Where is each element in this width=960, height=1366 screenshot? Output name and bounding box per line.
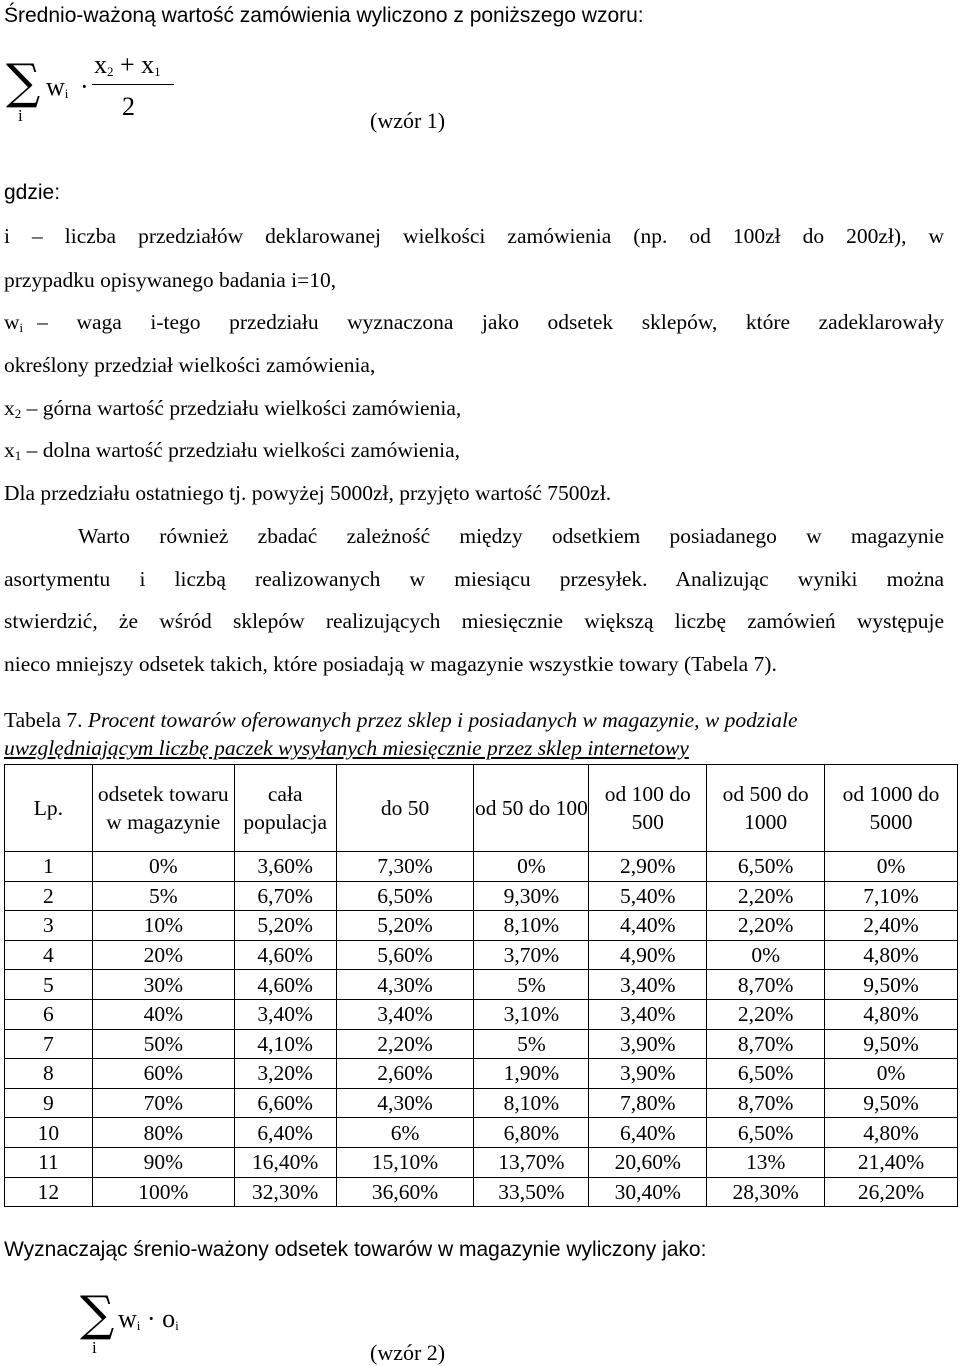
table-cell: 4,80%: [825, 999, 958, 1029]
table-cell: 40%: [92, 999, 234, 1029]
table-row: [5, 852, 958, 882]
table-cell: 26,20%: [825, 1177, 958, 1207]
definition-w-line-2: określony przedział wielkości zamówienia,: [4, 353, 376, 377]
table-cell: 50%: [92, 1029, 234, 1059]
table-row: [5, 1029, 958, 1059]
table-row: [5, 1147, 958, 1177]
table-cell: 4,80%: [825, 1118, 958, 1148]
table-cell: 3,40%: [336, 999, 474, 1029]
table-cell: 10%: [92, 911, 234, 941]
def-x2-sub: 2: [14, 406, 22, 421]
fraction-bar: [92, 84, 174, 85]
table-cell: 3,20%: [234, 1059, 336, 1089]
table-cell: 32,30%: [234, 1177, 336, 1207]
table-cell: 3,90%: [589, 1059, 707, 1089]
table-cell: 3,60%: [234, 852, 336, 882]
sum-symbol: ∑: [6, 54, 41, 110]
header-up-to-50: do 50: [336, 765, 474, 852]
def-x1-symbol: x: [4, 438, 15, 462]
table-cell: 2,90%: [589, 852, 707, 882]
formula-2-label: (wzór 2): [370, 1340, 446, 1365]
outro-text: Wyznaczając śrenio-ważony odsetek towarów w magazynie wyliczony jako:: [4, 1238, 707, 1261]
paragraph-line-3: stwierdzić, że wśród sklepów realizujących miesięcznie większą liczbę zamówień występuje: [4, 609, 944, 633]
table-row: [5, 911, 958, 941]
table-cell: 6,40%: [234, 1118, 336, 1148]
formula-1-label: (wzór 1): [370, 108, 446, 133]
table-cell: 2: [5, 881, 93, 911]
table-cell: 9,50%: [825, 1088, 958, 1118]
paragraph-line-4: nieco mniejszy odsetek takich, które posiadają w magazynie wszystkie towary (Tabela 7).: [4, 652, 777, 676]
table-cell: 3: [5, 911, 93, 941]
table-cell: 0%: [474, 852, 589, 882]
table-cell: 5%: [474, 970, 589, 1000]
table-cell: 4,60%: [234, 940, 336, 970]
definition-i-line-2: przypadku opisywanego badania i=10,: [4, 268, 337, 292]
table-cell: 4,80%: [825, 940, 958, 970]
table-cell: 12: [5, 1177, 93, 1207]
table-cell: 0%: [825, 852, 958, 882]
def-x1-sub: 1: [14, 448, 22, 463]
table-cell: 60%: [92, 1059, 234, 1089]
table-cell: 70%: [92, 1088, 234, 1118]
product-term: [118, 1304, 179, 1334]
table-cell: 28,30%: [707, 1177, 825, 1207]
table-cell: 13%: [707, 1147, 825, 1177]
table-cell: 0%: [92, 852, 234, 882]
numerator: [94, 50, 161, 80]
table-cell: 4,10%: [234, 1029, 336, 1059]
table-row: [5, 940, 958, 970]
table-row: [5, 1088, 958, 1118]
definition-x2: [4, 396, 944, 421]
table-cell: 4,60%: [234, 970, 336, 1000]
def-w-symbol: w: [4, 310, 20, 334]
numerator-x2-sub: 2: [107, 64, 114, 79]
denominator: 2: [122, 92, 135, 121]
table-cell: 20%: [92, 940, 234, 970]
table-cell: 100%: [92, 1177, 234, 1207]
table-cell: 1: [5, 852, 93, 882]
table-cell: 2,20%: [707, 881, 825, 911]
table-row: [5, 1177, 958, 1207]
def-w-text: – waga i-tego przedziału wyznaczona jako odsetek sklepów, które zadeklarowały: [37, 310, 944, 334]
def-w-sub: i: [19, 320, 24, 335]
last-interval-note: Dla przedziału ostatniego tj. powyżej 5000zł, przyjęto wartość 7500zł.: [4, 481, 612, 505]
table-row: [5, 1118, 958, 1148]
table-cell: 6: [5, 999, 93, 1029]
header-whole-population: cała populacja: [234, 765, 336, 852]
table-cell: 8,10%: [474, 1088, 589, 1118]
table-cell: 8: [5, 1059, 93, 1089]
table-cell: 7,80%: [589, 1088, 707, 1118]
table-cell: 2,60%: [336, 1059, 474, 1089]
numerator-x1-sub: 1: [154, 64, 161, 79]
dot-operator: ·: [80, 72, 89, 101]
table-caption-text-1: Procent towarów oferowanych przez sklep i posiadanych w magazynie, w podziale: [87, 708, 798, 732]
def-x2-text: – górna wartość przedziału wielkości zamówienia,: [26, 396, 462, 420]
table-cell: 2,20%: [336, 1029, 474, 1059]
table-cell: 7,10%: [825, 881, 958, 911]
table-cell: 2,20%: [707, 911, 825, 941]
table-cell: 3,40%: [234, 999, 336, 1029]
table-cell: 80%: [92, 1118, 234, 1148]
table-header-row: [5, 765, 958, 852]
table-cell: 7,30%: [336, 852, 474, 882]
weight-sub: i: [64, 86, 69, 101]
table-cell: 6,50%: [707, 1059, 825, 1089]
table-header: [5, 765, 958, 852]
table-cell: 3,90%: [589, 1029, 707, 1059]
table-cell: 13,70%: [474, 1147, 589, 1177]
table-cell: 4: [5, 940, 93, 970]
weight-letter: w: [46, 72, 65, 101]
table-cell: 3,40%: [589, 970, 707, 1000]
table-caption-text-2: uwzględniającym liczbę paczek wysyłanych miesięcznie przez sklep internetowy: [4, 736, 689, 760]
table-cell: 6,80%: [474, 1118, 589, 1148]
table-cell: 5,20%: [336, 911, 474, 941]
table-cell: 3,10%: [474, 999, 589, 1029]
table-cell: 11: [5, 1147, 93, 1177]
def-x1-text: – dolna wartość przedziału wielkości zamówienia,: [26, 438, 461, 462]
table-cell: 6%: [336, 1118, 474, 1148]
table-caption-line-1: [4, 708, 944, 733]
table-cell: 5,20%: [234, 911, 336, 941]
table-cell: 3,70%: [474, 940, 589, 970]
table-cell: 6,40%: [589, 1118, 707, 1148]
weight-letter-2: w: [118, 1304, 137, 1333]
paragraph-line-2: asortymentu i liczbą realizowanych w miesiącu przesyłek. Analizując wyniki można: [4, 567, 944, 591]
table-cell: 6,60%: [234, 1088, 336, 1118]
table-cell: 5%: [92, 881, 234, 911]
table-cell: 5,40%: [589, 881, 707, 911]
table-cell: 4,30%: [336, 1088, 474, 1118]
table-caption-line-2: [4, 736, 944, 761]
table-cell: 8,70%: [707, 970, 825, 1000]
where-label: gdzie:: [4, 181, 61, 204]
sum-symbol-2: ∑: [80, 1286, 115, 1342]
table-cell: 0%: [707, 940, 825, 970]
table-caption-label: Tabela 7.: [4, 708, 83, 732]
table-cell: 5%: [474, 1029, 589, 1059]
table-cell: 4,90%: [589, 940, 707, 970]
table-cell: 2,20%: [707, 999, 825, 1029]
table-cell: 3,40%: [589, 999, 707, 1029]
table-cell: 30%: [92, 970, 234, 1000]
table-cell: 9,50%: [825, 1029, 958, 1059]
header-500-1000: od 500 do 1000: [707, 765, 825, 852]
orders-table: [4, 764, 958, 1207]
table-cell: 30,40%: [589, 1177, 707, 1207]
table-cell: 6,50%: [707, 852, 825, 882]
table-row: [5, 999, 958, 1029]
dot-operator-2: ·: [146, 1304, 156, 1333]
header-lp: Lp.: [5, 765, 93, 852]
table-cell: 9: [5, 1088, 93, 1118]
share-letter: o: [162, 1304, 176, 1333]
table-cell: 33,50%: [474, 1177, 589, 1207]
table-cell: 15,10%: [336, 1147, 474, 1177]
table-cell: 6,70%: [234, 881, 336, 911]
table-cell: 8,70%: [707, 1088, 825, 1118]
table-cell: 6,50%: [707, 1118, 825, 1148]
table-cell: 10: [5, 1118, 93, 1148]
table-cell: 16,40%: [234, 1147, 336, 1177]
table-row: [5, 970, 958, 1000]
header-50-100: od 50 do 100: [474, 765, 589, 852]
table-cell: 7: [5, 1029, 93, 1059]
paragraph-line-1: Warto również zbadać zależność między odsetkiem posiadanego w magazynie: [78, 524, 944, 548]
share-sub: i: [175, 1318, 179, 1333]
table-cell: 1,90%: [474, 1059, 589, 1089]
table-cell: 2,40%: [825, 911, 958, 941]
table-cell: 5,60%: [336, 940, 474, 970]
table-cell: 9,50%: [825, 970, 958, 1000]
table-cell: 9,30%: [474, 881, 589, 911]
weight-sub-2: i: [136, 1318, 141, 1333]
numerator-x2: x: [94, 50, 107, 79]
table-cell: 0%: [825, 1059, 958, 1089]
sum-index-2: i: [92, 1338, 97, 1357]
table-cell: 21,40%: [825, 1147, 958, 1177]
table-cell: 4,40%: [589, 911, 707, 941]
header-100-500: od 100 do 500: [589, 765, 707, 852]
table-cell: 6,50%: [336, 881, 474, 911]
header-1000-5000: od 1000 do 5000: [825, 765, 958, 852]
table-body: [5, 852, 958, 1207]
table-cell: 36,60%: [336, 1177, 474, 1207]
definition-x1: [4, 438, 944, 463]
table-cell: 90%: [92, 1147, 234, 1177]
def-x2-symbol: x: [4, 396, 15, 420]
table-cell: 20,60%: [589, 1147, 707, 1177]
table-cell: 5: [5, 970, 93, 1000]
weight-symbol: [46, 72, 68, 102]
definition-i-line-1: i – liczba przedziałów deklarowanej wielkości zamówienia (np. od 100zł do 200zł), w: [4, 224, 944, 248]
table-cell: 4,30%: [336, 970, 474, 1000]
numerator-x1: x: [141, 50, 155, 79]
table-cell: 8,70%: [707, 1029, 825, 1059]
definition-w-line-1: [4, 310, 944, 335]
table-row: [5, 1059, 958, 1089]
table-row: [5, 881, 958, 911]
sum-index: i: [18, 106, 23, 125]
plus-sign: +: [120, 50, 135, 79]
intro-text: Średnio-ważoną wartość zamówienia wyliczono z poniższego wzoru:: [4, 4, 644, 27]
table-cell: 8,10%: [474, 911, 589, 941]
header-stock-share: odsetek towaru w magazynie: [92, 765, 234, 852]
